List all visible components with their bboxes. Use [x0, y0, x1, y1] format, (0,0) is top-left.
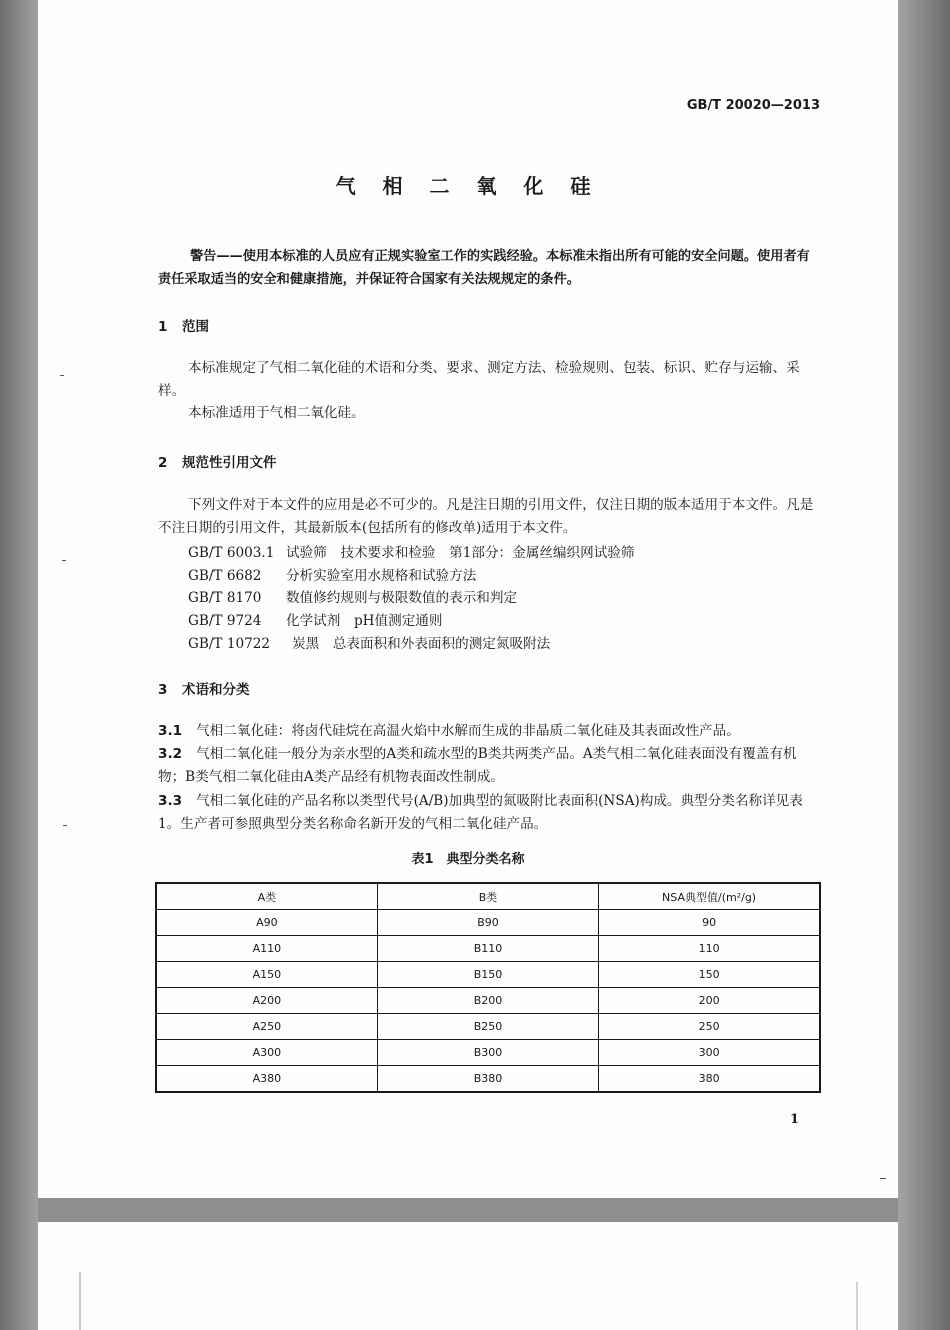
- reference-item: [188, 541, 635, 561]
- table-cell: A250: [156, 1014, 377, 1040]
- table-row: [156, 1014, 820, 1040]
- clause-number: 3.1: [158, 723, 183, 739]
- table-row: [156, 910, 820, 936]
- table-row: [156, 1066, 820, 1093]
- table-row: [156, 988, 820, 1014]
- section-1-paragraph-2: [158, 402, 820, 425]
- reference-code: GB/T 9724: [188, 613, 262, 629]
- standard-code: GB/T 20020—2013: [686, 98, 820, 113]
- reference-title: 试验筛 技术要求和检验 第1部分：金属丝编织网试验筛: [286, 545, 635, 561]
- section-1-heading: [158, 315, 209, 335]
- page-number: 1: [790, 1112, 800, 1127]
- table-caption: 表1 典型分类名称: [411, 852, 525, 867]
- reference-item: [188, 586, 517, 606]
- table-cell: 300: [599, 1040, 820, 1066]
- table-cell: 150: [599, 962, 820, 988]
- scan-speck: [60, 375, 64, 376]
- document-title: 气 相 二 氧 化 硅: [335, 174, 601, 198]
- reference-code: GB/T 8170: [188, 590, 262, 606]
- table-cell: B110: [377, 936, 598, 962]
- reference-code: GB/T 10722: [188, 636, 271, 652]
- table-row: [156, 962, 820, 988]
- section-2-heading: [158, 451, 277, 471]
- section-2-intro-text: 下列文件对于本文件的应用是必不可少的。凡是注日期的引用文件，仅注日期的版本适用于本文件。凡是不注日期的引用文件，其最新版本(包括所有的修改单)适用于本文件。: [158, 497, 814, 536]
- page-edge-line: [856, 1282, 858, 1330]
- section-3-number: 3: [158, 682, 168, 698]
- table-cell: A150: [156, 962, 377, 988]
- section-2-intro: [158, 494, 820, 539]
- section-1-number: 1: [158, 319, 168, 335]
- section-2-number: 2: [158, 455, 168, 471]
- reference-title: 炭黑 总表面积和外表面积的测定氮吸附法: [292, 636, 551, 652]
- table-cell: A380: [156, 1066, 377, 1093]
- table-cell: B250: [377, 1014, 598, 1040]
- table-cell: 250: [599, 1014, 820, 1040]
- viewer-right-margin: [898, 0, 950, 1330]
- table-cell: 90: [599, 910, 820, 936]
- reference-title: 化学试剂 pH值测定通则: [286, 613, 443, 629]
- scan-speck: [62, 560, 66, 561]
- warning-text: 警告——使用本标准的人员应有正规实验室工作的实践经验。本标准未指出所有可能的安全问题。使用者有责任采取适当的安全和健康措施，并保证符合国家有关法规规定的条件。: [158, 249, 810, 287]
- viewer-left-margin: [0, 0, 38, 1330]
- reference-title: 数值修约规则与极限数值的表示和判定: [286, 590, 518, 606]
- reference-item: [188, 632, 550, 652]
- clause-number: 3.2: [158, 746, 183, 762]
- reference-code: GB/T 6003.1: [188, 545, 275, 561]
- warning-paragraph: [158, 245, 820, 291]
- table-cell: B200: [377, 988, 598, 1014]
- section-1-title: 范围: [182, 319, 209, 335]
- section-1-p2-text: 本标准适用于气相二氧化硅。: [188, 405, 365, 421]
- next-page-preview: [38, 1222, 898, 1330]
- table-cell: 380: [599, 1066, 820, 1093]
- section-1-p1-text: 本标准规定了气相二氧化硅的术语和分类、要求、测定方法、检验规则、包装、标识、贮存与运输、采样。: [158, 360, 800, 399]
- table-row: [156, 936, 820, 962]
- table-cell: B300: [377, 1040, 598, 1066]
- header-a-class: A类: [156, 883, 377, 910]
- clause-number: 3.3: [158, 793, 183, 809]
- reference-item: [188, 609, 443, 629]
- table-cell: B90: [377, 910, 598, 936]
- clause-3-3: [158, 790, 820, 835]
- table-row: [156, 1040, 820, 1066]
- section-3-title: 术语和分类: [182, 682, 250, 698]
- header-nsa: NSA典型值/(m²/g): [599, 883, 820, 910]
- scan-speck: [880, 1178, 886, 1179]
- table-cell: A200: [156, 988, 377, 1014]
- table-cell: A300: [156, 1040, 377, 1066]
- document-page: [38, 0, 898, 1198]
- page-edge-line: [79, 1272, 81, 1330]
- clause-text: 气相二氧化硅的产品名称以类型代号(A/B)加典型的氮吸附比表面积(NSA)构成。典型分类名称详见表1。生产者可参照典型分类名称命名新开发的气相二氧化硅产品。: [158, 793, 803, 832]
- section-2-title: 规范性引用文件: [182, 455, 277, 471]
- table-cell: B150: [377, 962, 598, 988]
- table-cell: 200: [599, 988, 820, 1014]
- header-b-class: B类: [377, 883, 598, 910]
- table-cell: 110: [599, 936, 820, 962]
- scan-speck: [63, 825, 67, 826]
- reference-item: [188, 564, 476, 584]
- section-1-paragraph-1: [158, 357, 820, 402]
- table-cell: B380: [377, 1066, 598, 1093]
- reference-code: GB/T 6682: [188, 568, 262, 584]
- clause-text: 气相二氧化硅：将卤代硅烷在高温火焰中水解而生成的非晶质二氧化硅及其表面改性产品。: [196, 723, 740, 739]
- table-cell: A110: [156, 936, 377, 962]
- clause-3-2: [158, 743, 820, 788]
- table-header-row: [156, 883, 820, 910]
- table-cell: A90: [156, 910, 377, 936]
- clause-3-1: [158, 720, 820, 743]
- clause-text: 气相二氧化硅一般分为亲水型的A类和疏水型的B类共两类产品。A类气相二氧化硅表面没有覆盖有机物；B类气相二氧化硅由A类产品经有机物表面改性制成。: [158, 746, 797, 785]
- classification-table: [155, 882, 821, 1093]
- reference-title: 分析实验室用水规格和试验方法: [286, 568, 477, 584]
- section-3-heading: [158, 678, 250, 698]
